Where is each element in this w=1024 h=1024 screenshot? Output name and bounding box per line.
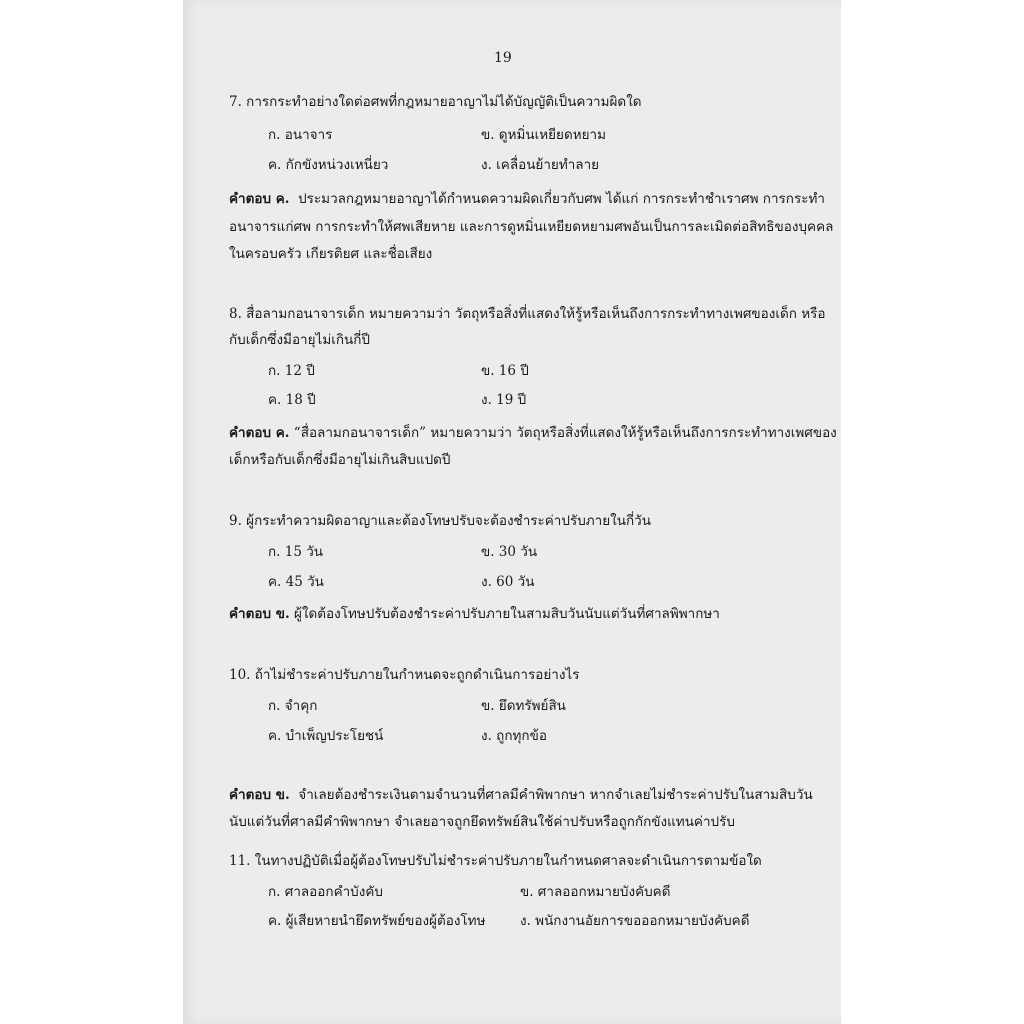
scan-margin-right [841,0,1024,1024]
q7-option-b: ข. ดูหมิ่นเหยียดหยาม [481,127,606,143]
q10-answer-line-2: นับแต่วันที่ศาลมีคำพิพากษา จำเลยอาจถูกยึดทรัพย์สินใช้ค่าปรับหรือถูกกักขังแทนค่าปรับ [229,814,735,830]
q7-answer-line-2: อนาจารแก่ศพ การกระทำให้ศพเสียหาย และการดูหมิ่นเหยียดหยามศพอันเป็นการละเมิดต่อสิทธิของบุคคล [229,219,834,235]
q9-answer-label: คำตอบ ข. [229,606,290,622]
q10-answer-line-1 [229,786,813,804]
q9-answer-text-1: ผู้ใดต้องโทษปรับต้องชำระค่าปรับภายในสามสิบวันนับแต่วันที่ศาลพิพากษา [293,606,720,622]
q7-answer-line-3: ในครอบครัว เกียรติยศ และชื่อเสียง [229,246,433,262]
question-8-cont: กับเด็กซึ่งมีอายุไม่เกินกี่ปี [229,332,370,348]
question-10: 10. ถ้าไม่ชำระค่าปรับภายในกำหนดจะถูกดำเนินการอย่างไร [229,667,580,683]
q9-option-d: ง. 60 วัน [481,574,535,590]
q9-option-b: ข. 30 วัน [481,544,538,560]
q8-option-d: ง. 19 ปี [481,392,527,408]
question-9: 9. ผู้กระทำความผิดอาญาและต้องโทษปรับจะต้องชำระค่าปรับภายในกี่วัน [229,513,651,529]
q7-answer-label: คำตอบ ค. [229,191,290,207]
q11-option-c: ค. ผู้เสียหายนำยึดทรัพย์ของผู้ต้องโทษ [268,913,486,929]
q7-option-a: ก. อนาจาร [268,127,333,143]
q7-option-d: ง. เคลื่อนย้ายทำลาย [481,157,600,173]
page-number: 19 [494,50,512,66]
question-11: 11. ในทางปฏิบัติเมื่อผู้ต้องโทษปรับไม่ชำระค่าปรับภายในกำหนดศาลจะดำเนินการตามข้อใด [229,853,762,869]
scan-margin-left [0,0,183,1024]
q11-option-a: ก. ศาลออกคำบังคับ [268,884,383,900]
q8-answer-text-1: “สื่อลามกอนาจารเด็ก” หมายความว่า วัตถุหรือสิ่งที่แสดงให้รู้หรือเห็นถึงการกระทำทางเพศของ [293,425,837,441]
q8-option-c: ค. 18 ปี [268,392,316,408]
question-7: 7. การกระทำอย่างใดต่อศพที่กฎหมายอาญาไม่ได้บัญญัติเป็นความผิดใด [229,94,642,110]
q8-answer-line-2: เด็กหรือกับเด็กซึ่งมีอายุไม่เกินสิบแปดปี [229,452,451,468]
q10-option-c: ค. บำเพ็ญประโยชน์ [268,728,384,744]
q7-answer-text-1: ประมวลกฎหมายอาญาได้กำหนดความผิดเกี่ยวกับศพ ได้แก่ การกระทำชำเราศพ การกระทำ [298,191,825,207]
q11-option-b: ข. ศาลออกหมายบังคับคดี [520,884,671,900]
q8-option-a: ก. 12 ปี [268,363,315,379]
q10-answer-label: คำตอบ ข. [229,787,290,803]
q9-option-a: ก. 15 วัน [268,544,324,560]
q10-option-d: ง. ถูกทุกข้อ [481,728,547,744]
q7-option-c: ค. กักขังหน่วงเหนี่ยว [268,157,389,173]
q10-option-a: ก. จำคุก [268,698,318,714]
q8-answer-line-1 [229,424,837,442]
q10-option-b: ข. ยึดทรัพย์สิน [481,698,566,714]
q10-answer-text-1: จำเลยต้องชำระเงินตามจำนวนที่ศาลมีคำพิพากษา หากจำเลยไม่ชำระค่าปรับในสามสิบวัน [298,787,813,803]
q8-option-b: ข. 16 ปี [481,363,529,379]
q9-answer-line-1 [229,605,720,623]
q8-answer-label: คำตอบ ค. [229,425,290,441]
question-8: 8. สื่อลามกอนาจารเด็ก หมายความว่า วัตถุหรือสิ่งที่แสดงให้รู้หรือเห็นถึงการกระทำทางเพศของเด็ก หรือ [229,306,826,322]
q9-option-c: ค. 45 วัน [268,574,324,590]
q11-option-d: ง. พนักงานอัยการขอออกหมายบังคับคดี [520,913,750,929]
q7-answer-line-1 [229,190,825,208]
